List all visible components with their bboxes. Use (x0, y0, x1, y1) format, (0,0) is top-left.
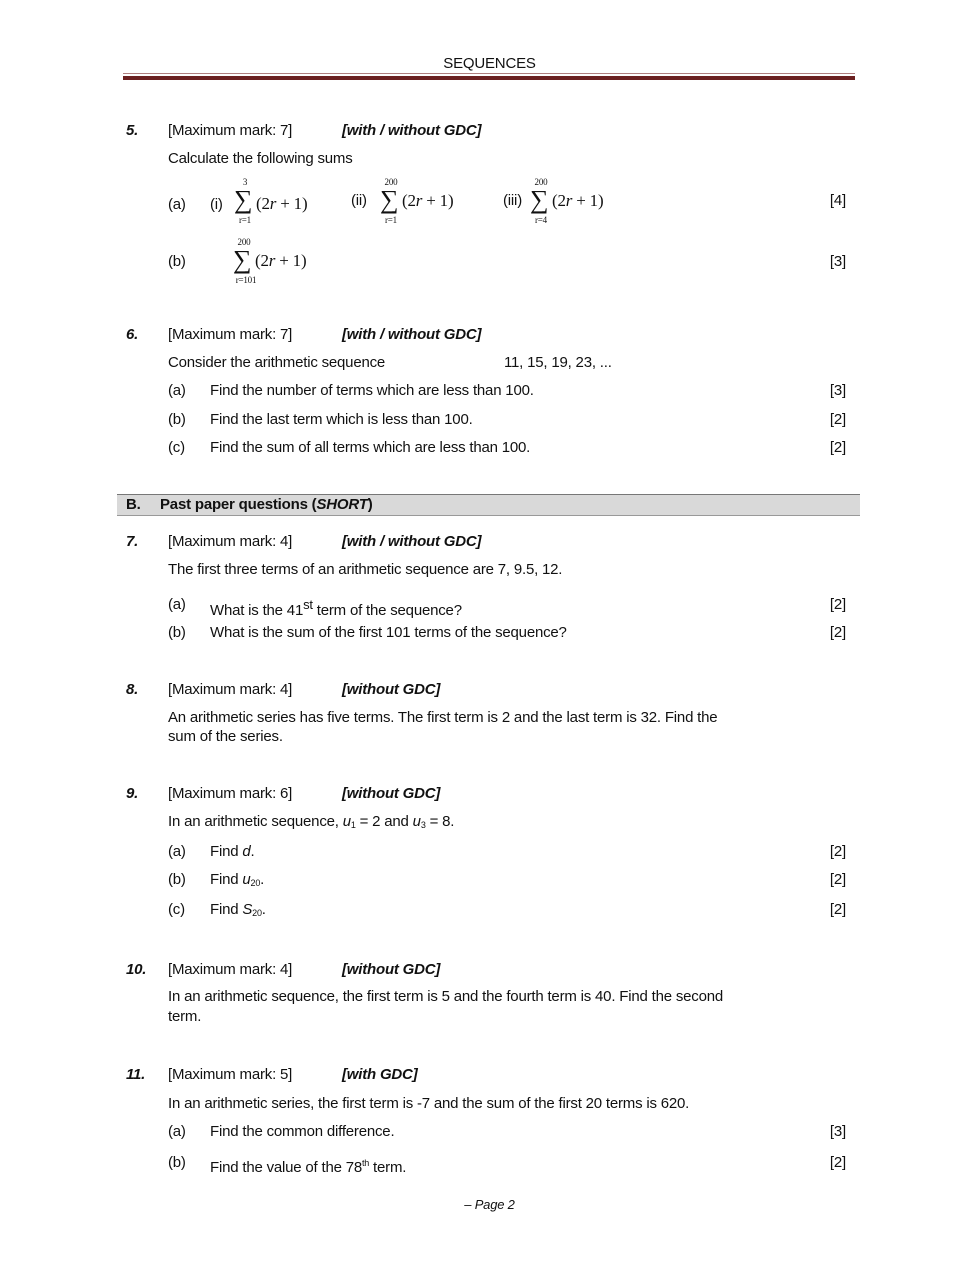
question-number: 7. (126, 533, 139, 550)
gdc-note: [with GDC] (342, 1066, 418, 1083)
part-label: (a) (168, 1123, 186, 1140)
part-text: Find $u_{20}$. (210, 871, 265, 888)
section-header (117, 494, 860, 516)
marks: [2] (829, 411, 846, 428)
part-label: (c) (168, 901, 185, 918)
part-text: Find the value of the 78th term. (210, 1158, 407, 1176)
max-mark: [Maximum mark: 6] (168, 785, 293, 802)
question-text: In an arithmetic series, the first term is -7 and the sum of the first 20 terms is 620. (168, 1095, 690, 1112)
gdc-note: [with / without GDC] (342, 533, 482, 550)
summand: (2r + 1) (256, 194, 308, 213)
gdc-note: [without GDC] (342, 961, 441, 978)
gdc-note: [without GDC] (342, 681, 441, 698)
question-text: Calculate the following sums (168, 150, 353, 167)
max-mark: [Maximum mark: 7] (168, 122, 293, 139)
max-mark: [Maximum mark: 4] (168, 961, 293, 978)
section-letter: B. (126, 496, 141, 513)
max-mark: [Maximum mark: 7] (168, 326, 293, 343)
upper-limit: 200 (534, 177, 548, 187)
part-text: Find the number of terms which are less than 100. (210, 382, 534, 399)
part-text: What is the sum of the first 101 terms of the sequence? (210, 624, 567, 641)
header-title: SEQUENCES (443, 55, 536, 72)
question-text: The first three terms of an arithmetic sequence are 7, 9.5, 12. (168, 561, 563, 578)
question-text: In an arithmetic sequence, $u_1 = 2$ and $u_3 = 8$. (168, 813, 455, 830)
part-text: Find the sum of all terms which are less than 100. (210, 439, 531, 456)
marks: [2] (829, 843, 846, 860)
summand: (2r + 1) (255, 251, 307, 270)
gdc-note: [with / without GDC] (342, 326, 482, 343)
sigma-symbol: ∑ (233, 245, 252, 274)
marks: [2] (829, 596, 846, 613)
lower-limit: r=1 (385, 215, 397, 225)
max-mark: [Maximum mark: 4] (168, 681, 293, 698)
part-text: What is the 41st term of the sequence? (210, 597, 462, 619)
marks: [2] (829, 871, 846, 888)
marks: [2] (829, 901, 846, 918)
marks: [3] (829, 253, 846, 270)
summand: (2r + 1) (402, 191, 454, 210)
question-number: 11. (126, 1066, 146, 1083)
part-text: Find $S_{20}$. (210, 901, 266, 918)
sigma-symbol: ∑ (234, 185, 253, 214)
part-text: Find d. (210, 843, 255, 860)
header-rule-thin (123, 73, 855, 74)
question-text: term. (168, 1008, 202, 1025)
part-text: Find the last term which is less than 100. (210, 411, 473, 428)
marks: [3] (829, 382, 846, 399)
marks: [3] (829, 1123, 846, 1140)
sigma-symbol: ∑ (380, 185, 399, 214)
question-number: 5. (126, 122, 139, 139)
marks: [2] (829, 439, 846, 456)
part-label: (b) (168, 624, 186, 641)
upper-limit: 3 (242, 177, 248, 187)
question-number: 8. (126, 681, 139, 698)
lower-limit: r=101 (235, 275, 257, 285)
summand: (2r + 1) (552, 191, 604, 210)
lower-limit: r=4 (535, 215, 547, 225)
question-number: 10. (126, 961, 147, 978)
marks: [2] (829, 624, 846, 641)
upper-limit: 200 (237, 237, 251, 247)
part-label: (a) (168, 843, 186, 860)
sigma-symbol: ∑ (530, 185, 549, 214)
section-title: Past paper questions (SHORT) (160, 496, 373, 513)
part-label: (b) (168, 871, 186, 888)
question-text: An arithmetic series has five terms. The first term is 2 and the last term is 32. Find the (168, 709, 718, 726)
part-label: (b) (168, 1154, 186, 1171)
max-mark: [Maximum mark: 4] (168, 533, 293, 550)
page-number: – Page 2 (464, 1197, 515, 1212)
part-label: (b) (168, 253, 186, 270)
part-label: (a) (168, 196, 186, 213)
sequence-terms: 11, 15, 19, 23, ... (504, 354, 612, 371)
part-text: Find the common difference. (210, 1123, 395, 1140)
header-rule-thick (123, 76, 855, 80)
part-label: (a) (168, 382, 186, 399)
subpart-label: (i) (210, 196, 223, 213)
question-text: sum of the series. (168, 728, 283, 745)
part-label: (a) (168, 596, 186, 613)
gdc-note: [with / without GDC] (342, 122, 482, 139)
question-number: 9. (126, 785, 139, 802)
subpart-label: (ii) (351, 192, 367, 209)
lower-limit: r=1 (239, 215, 251, 225)
part-label: (b) (168, 411, 186, 428)
upper-limit: 200 (384, 177, 398, 187)
part-label: (c) (168, 439, 185, 456)
gdc-note: [without GDC] (342, 785, 441, 802)
question-number: 6. (126, 326, 139, 343)
marks: [2] (829, 1154, 846, 1171)
marks: [4] (829, 192, 846, 209)
subpart-label: (iii) (503, 192, 522, 209)
question-text: In an arithmetic sequence, the first term is 5 and the fourth term is 40. Find the second (168, 988, 723, 1005)
question-text: Consider the arithmetic sequence (168, 354, 386, 371)
max-mark: [Maximum mark: 5] (168, 1066, 293, 1083)
